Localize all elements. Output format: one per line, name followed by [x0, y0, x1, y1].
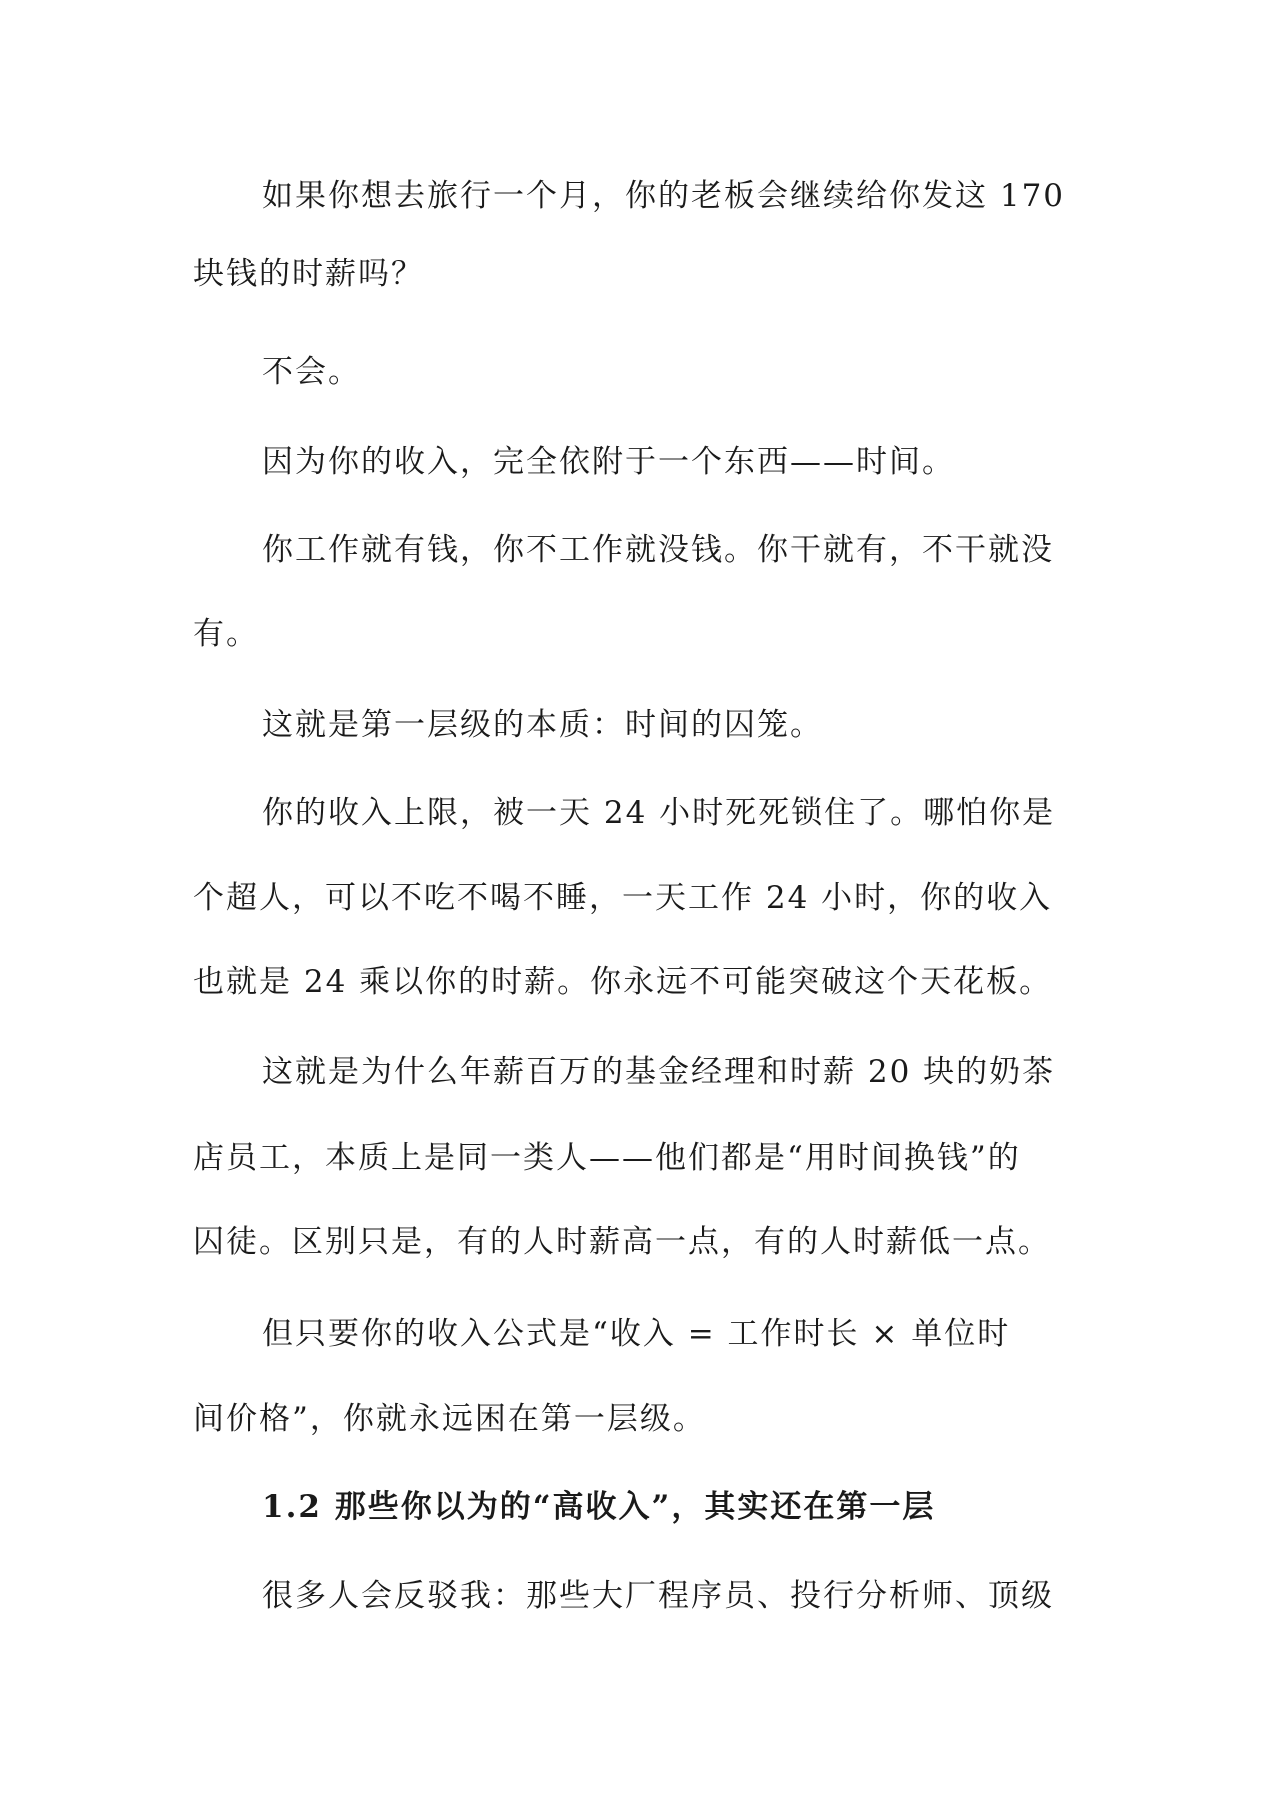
paragraph-line: 你的收入上限，被一天 24 小时死死锁住了。哪怕你是: [262, 795, 1056, 831]
section-heading: 1.2 那些你以为的“高收入”，其实还在第一层: [262, 1489, 936, 1525]
paragraph-line: 间价格”，你就永远困在第一层级。: [193, 1401, 706, 1437]
paragraph-line: 也就是 24 乘以你的时薪。你永远不可能突破这个天花板。: [193, 964, 1053, 1000]
paragraph-line: 有。: [193, 616, 259, 652]
paragraph-line: 如果你想去旅行一个月，你的老板会继续给你发这 170: [262, 178, 1066, 214]
paragraph-line: 这就是为什么年薪百万的基金经理和时薪 20 块的奶茶: [262, 1054, 1056, 1090]
paragraph-line: 不会。: [262, 354, 361, 390]
paragraph-line: 块钱的时薪吗？: [193, 256, 424, 292]
paragraph-line: 因为你的收入，完全依附于一个东西——时间。: [262, 444, 955, 480]
paragraph-line: 囚徒。区别只是，有的人时薪高一点，有的人时薪低一点。: [193, 1224, 1051, 1260]
paragraph-line: 很多人会反驳我：那些大厂程序员、投行分析师、顶级: [262, 1578, 1054, 1614]
paragraph-line: 个超人，可以不吃不喝不睡，一天工作 24 小时，你的收入: [193, 880, 1053, 916]
paragraph-line: 但只要你的收入公式是“收入 = 工作时长 × 单位时: [262, 1316, 1011, 1352]
paragraph-line: 你工作就有钱，你不工作就没钱。你干就有，不干就没: [262, 532, 1054, 568]
paragraph-line: 店员工，本质上是同一类人——他们都是“用时间换钱”的: [193, 1140, 1021, 1176]
paragraph-line: 这就是第一层级的本质：时间的囚笼。: [262, 707, 823, 743]
